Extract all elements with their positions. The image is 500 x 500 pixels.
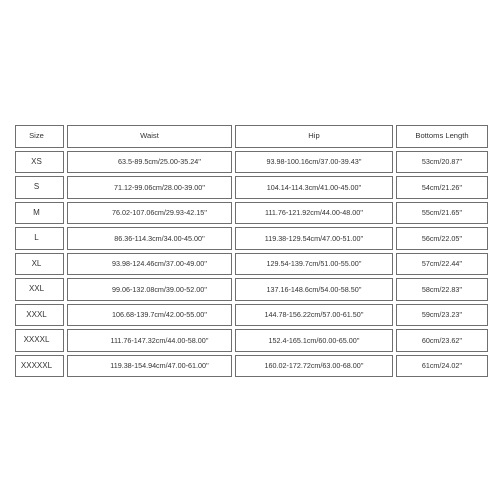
hip-cell: 93.98-100.16cm/37.00-39.43'': [235, 151, 393, 174]
table-row: [15, 151, 488, 174]
hip-cell: 119.38-129.54cm/47.00-51.00'': [235, 227, 393, 250]
hip-cell: 111.76-121.92cm/44.00-48.00'': [235, 202, 393, 225]
table-row: [15, 329, 488, 352]
bottoms-length-cell: 57cm/22.44'': [396, 253, 488, 276]
waist-cell: 63.5-89.5cm/25.00-35.24'': [67, 151, 232, 174]
bottoms-length-cell: 55cm/21.65'': [396, 202, 488, 225]
hip-cell: 137.16-148.6cm/54.00-58.50'': [235, 278, 393, 301]
header-bottoms-length: Bottoms Length: [396, 125, 488, 148]
size-cell: XXL: [15, 278, 64, 301]
waist-cell: 71.12-99.06cm/28.00-39.00'': [67, 176, 232, 199]
table-header-row: [15, 125, 488, 148]
table-row: [15, 176, 488, 199]
size-cell: XXXXL: [15, 329, 64, 352]
hip-cell: 144.78-156.22cm/57.00-61.50'': [235, 304, 393, 327]
size-cell: XXXL: [15, 304, 64, 327]
table-row: [15, 253, 488, 276]
waist-cell: 99.06-132.08cm/39.00-52.00'': [67, 278, 232, 301]
waist-cell: 111.76-147.32cm/44.00-58.00'': [67, 329, 232, 352]
waist-cell: 119.38-154.94cm/47.00-61.00'': [67, 355, 232, 378]
size-cell: XXXXXL: [15, 355, 64, 378]
bottoms-length-cell: 56cm/22.05'': [396, 227, 488, 250]
waist-cell: 86.36-114.3cm/34.00-45.00'': [67, 227, 232, 250]
bottoms-length-cell: 59cm/23.23'': [396, 304, 488, 327]
header-size: Size: [15, 125, 64, 148]
header-hip: Hip: [235, 125, 393, 148]
size-cell: XS: [15, 151, 64, 174]
table-row: [15, 355, 488, 378]
table-row: [15, 304, 488, 327]
hip-cell: 152.4-165.1cm/60.00-65.00'': [235, 329, 393, 352]
waist-cell: 93.98-124.46cm/37.00-49.00'': [67, 253, 232, 276]
hip-cell: 104.14-114.3cm/41.00-45.00'': [235, 176, 393, 199]
size-cell: S: [15, 176, 64, 199]
bottoms-length-cell: 54cm/21.26'': [396, 176, 488, 199]
table-row: [15, 227, 488, 250]
hip-cell: 160.02-172.72cm/63.00-68.00'': [235, 355, 393, 378]
size-cell: L: [15, 227, 64, 250]
size-chart-table: [12, 122, 491, 380]
bottoms-length-cell: 60cm/23.62'': [396, 329, 488, 352]
table-row: [15, 278, 488, 301]
waist-cell: 76.02-107.06cm/29.93-42.15'': [67, 202, 232, 225]
size-cell: XL: [15, 253, 64, 276]
waist-cell: 106.68-139.7cm/42.00-55.00'': [67, 304, 232, 327]
size-cell: M: [15, 202, 64, 225]
hip-cell: 129.54-139.7cm/51.00-55.00'': [235, 253, 393, 276]
header-waist: Waist: [67, 125, 232, 148]
bottoms-length-cell: 58cm/22.83'': [396, 278, 488, 301]
table-row: [15, 202, 488, 225]
bottoms-length-cell: 61cm/24.02'': [396, 355, 488, 378]
bottoms-length-cell: 53cm/20.87'': [396, 151, 488, 174]
